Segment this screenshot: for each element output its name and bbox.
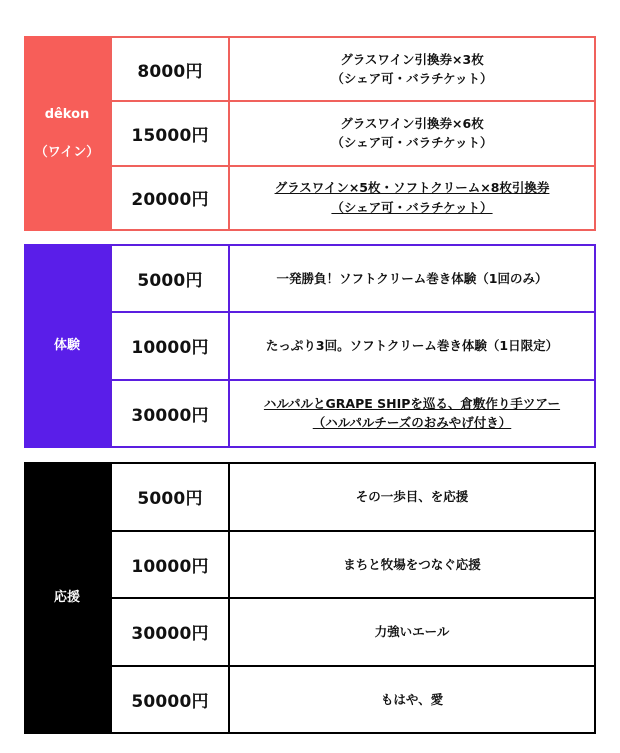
description-line: その一歩目、を応援 <box>355 489 469 505</box>
description-line: まちと牧場をつなぐ応援 <box>343 556 481 572</box>
section-sublabel: （ワイン） <box>34 144 100 160</box>
description-cell <box>230 667 594 733</box>
section-rows <box>110 462 596 734</box>
section-label: 体験 <box>53 338 80 354</box>
description-cell <box>230 464 594 530</box>
price-cell: 50000円 <box>112 667 230 733</box>
description-cell <box>230 246 594 311</box>
price-cell: 5000円 <box>112 246 230 311</box>
section-label-cell <box>24 244 110 448</box>
section-experience <box>24 244 596 448</box>
table-row <box>112 530 594 598</box>
table-row <box>112 38 594 100</box>
description-line[interactable]: ハルパルとGRAPE SHIPを巡る、倉敷作り手ツアー <box>263 395 561 411</box>
table-row <box>112 464 594 530</box>
table-row <box>112 165 594 229</box>
section-label: 応援 <box>53 590 80 606</box>
description-line[interactable]: （シェア可・バラチケット） <box>331 199 493 215</box>
price-cell: 20000円 <box>112 167 230 229</box>
table-row <box>112 311 594 378</box>
price-cell: 30000円 <box>112 599 230 665</box>
description-line: グラスワイン引換券×6枚 <box>340 116 484 132</box>
price-cell: 8000円 <box>112 38 230 100</box>
section-dekon <box>24 36 596 231</box>
price-cell: 5000円 <box>112 464 230 530</box>
price-cell: 10000円 <box>112 313 230 378</box>
description-cell <box>230 313 594 378</box>
table-row <box>112 246 594 311</box>
price-cell: 30000円 <box>112 381 230 446</box>
table-row <box>112 100 594 164</box>
description-line: たっぷり3回。ソフトクリーム巻き体験（1日限定） <box>265 338 559 354</box>
description-line[interactable]: グラスワイン×5枚・ソフトクリーム×8枚引換券 <box>274 180 550 196</box>
description-link[interactable] <box>230 381 594 446</box>
description-line: グラスワイン引換券×3枚 <box>340 51 484 67</box>
section-support <box>24 462 596 734</box>
table-row <box>112 597 594 665</box>
section-rows <box>110 244 596 448</box>
price-cell: 10000円 <box>112 532 230 598</box>
description-line: もはや、愛 <box>380 691 444 707</box>
section-label-cell <box>24 36 110 231</box>
section-label-cell <box>24 462 110 734</box>
description-cell <box>230 599 594 665</box>
description-cell <box>230 102 594 164</box>
price-cell: 15000円 <box>112 102 230 164</box>
section-label: dêkon <box>44 106 90 122</box>
description-cell <box>230 38 594 100</box>
description-line[interactable]: （ハルパルチーズのおみやげ付き） <box>312 415 512 431</box>
section-rows <box>110 36 596 231</box>
description-link[interactable] <box>230 167 594 229</box>
description-line: （シェア可・バラチケット） <box>331 71 493 87</box>
description-cell <box>230 532 594 598</box>
table-row <box>112 665 594 733</box>
description-line: 一発勝負！ソフトクリーム巻き体験（1回のみ） <box>276 270 548 286</box>
description-line: 力強いエール <box>374 624 450 640</box>
table-row <box>112 379 594 446</box>
description-line: （シェア可・バラチケット） <box>331 135 493 151</box>
